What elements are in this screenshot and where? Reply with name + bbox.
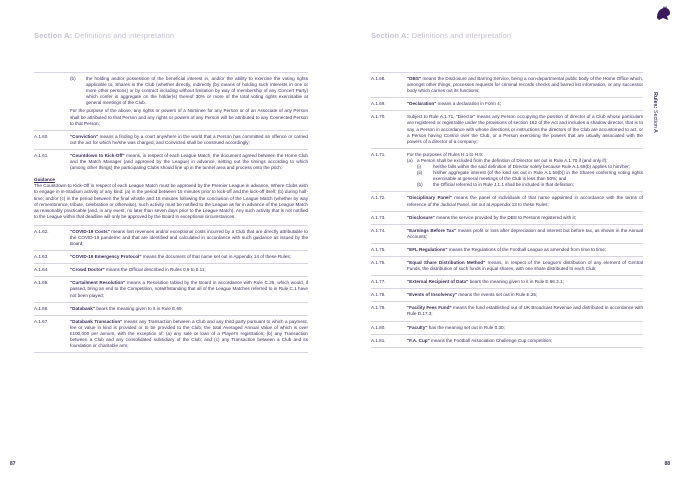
guidance-box	[34, 174, 308, 220]
rule-a-1-70: A.1.70. Subject to Rule A.1.71, "Director" means any Person occupying the position of director of a Club whose particulars are registered or registrable under the provisions of section 162 of the Act and includes a shadow director, that is to say, a Person in accordance with whose directions or instructions the directors of the Club are accustomed to act, or a Person having Control over the Club, or a Person exercising the powers that are usually associated with the powers of a director of a company;	[371, 110, 643, 147]
subclause-a: (a) a Person shall be excluded from the definition of Director set out in Rule A.1.70 if (and only if):	[407, 157, 608, 163]
subclause-b: (b) the Official referred to in Rule J.1.1 shall be included in that definition;	[417, 182, 575, 188]
rule-a-1-77: A.1.77. "External Recipient of Data" bears the meaning given to it in Rule E.66.3.1;	[371, 275, 643, 288]
right-column	[371, 72, 643, 348]
rule-a-1-80: A.1.80. "Faculty" has the meaning set out in Rule 0.30;	[371, 321, 643, 334]
rule-a-1-69: A.1.69. "Declaration" means a declaration in Form 4;	[371, 97, 643, 110]
subclause-a-i: (i) he/she falls within the said definition of Director solely because Rule A.1.59(b) applies to him/her;	[417, 164, 630, 170]
subclause-b: (b) the holding and/or possession of the beneficial interest in, and/or the ability to exercise the voting rights applicable to, Shares in the Club (whether directly, indirectly (by means of holding such interests in one or more other persons) or by contract including without limitation by way of membership of any Concert Party) which confer in aggregate on the holder(s) thereof 30% or more of the total voting rights exercisable at general meetings of the Club.	[70, 76, 308, 106]
rule-a-1-68: A.1.68. "DBS" means the Disclosure and Barring Service, being a non-departmental public body of the Home Office which, amongst other things, processes requests for criminal records checks and barred list information, or any successor body which carries out its functions;	[371, 72, 643, 97]
rule-a-1-71-intro: For the purposes of Rules H.1 to H.9:	[407, 151, 484, 157]
left-page-title: Section A: Definitions and interpretation	[34, 31, 175, 40]
rule-a-1-67: A.1.67. "Databank Transaction" means any Transaction between a Club and any third party pursuant to which a payment, fee or value in kind is provided or to be provided to the Club, the total Averaged Annual Value of which is over £100,000 per annum, with the exception of: (a) any sale or loan of a Player's registration; (b) any Transaction between a Club and any consolidated subsidiary of the Club; and (c) any Transaction between a Club and its foundation or charitable arm;	[34, 315, 308, 353]
rule-a-1-78: A.1.78. "Events of Insolvency" means the events set out in Rule E.25;	[371, 288, 643, 301]
guidance-text: The Countdown to Kick-Off in respect of each League Match must be approved by the Premier League in advance. Where Clubs wish to engage in in-Stadium activity of any kind: (a) in the period between 15 minutes prior to kick-off and the kick-off itself; (b) during half-time; and/or (c) in the period between the final whistle and 15 minutes following the conclusion of the League Match (whether by way of remembrance, tribute, celebration or otherwise), such activity must be notified to the League as far in advance of the League Match as reasonably practicable (and, in any event, no later than seven days prior to the League Match). Any such activity that is not notified to the League within that deadline will only be approved by the Board in exceptional circumstances.	[34, 183, 308, 219]
subclause-a-ii: (ii) his/her aggregate interest (of the kind set out in Rule A.1.59(b)) in the Shares conferring voting rights exercisable at general meetings of the Club is less than 50%; and	[417, 170, 643, 182]
guidance-heading: Guidance	[34, 177, 55, 183]
rule-a-1-66: A.1.66. "Databank" bears the meaning given to it in Rule E.69;	[34, 302, 308, 315]
left-column	[34, 72, 308, 353]
rule-a-1-59-continued	[34, 72, 308, 130]
rule-a-1-73: A.1.73. "Disclosure" means the service provided by the DBS to Persons registered with it;	[371, 211, 643, 224]
rule-a-1-65: A.1.65. "Curtailment Resolution" means a Resolution tabled by the Board in accordance with Rule C.25, which would, if passed, bring an end to the Competition, notwithstanding that all of the League Matches referred to in Rule C.1 have not been played;	[34, 276, 308, 301]
rule-a-1-64: A.1.64. "Crowd Doctor" means the Official described in Rules 0.9 to 0.11;	[34, 263, 308, 276]
right-page-title: Section A: Definitions and interpretation	[371, 31, 512, 40]
rule-a-1-81: A.1.81. "F.A. Cup" means the Football Association Challenge Cup competition;	[371, 334, 643, 348]
rule-a-1-74: A.1.74. "Earnings Before Tax" means profit or loss after depreciation and interest but before tax, as shown in the Annual Accounts;	[371, 224, 643, 243]
rule-a-1-71: A.1.71. For the purposes of Rules H.1 to H.9: (a) a Person shall be excluded from the definition of Director set out in Rule A.1.70 if (and only if): (i) he/she falls within the said definition of Director solely because Rule A.1.59(b) applies to him/her; (ii) his/her aggregate interest (of the kind set out in Rule A.1.59(b)) in the Shares conferring voting rights exercisable at general meetings of the Club is less than 50%; and (b) the Official referred to in Rule J.1.1 shall be included in that definition;	[371, 148, 643, 192]
premier-league-lion-icon	[654, 6, 672, 22]
rule-a-1-72: A.1.72. "Disciplinary Panel" means the panel of individuals of that name appointed in accordance with the terms of reference of the Judicial Panel, set out at Appendix 13 to these Rules;	[371, 191, 643, 210]
side-tab-label: Rules: Section A	[652, 92, 658, 133]
rule-a-1-76: A.1.76. "Equal Share Distribution Method" means, in respect of the League's distribution of any element of Central Funds, the distribution of such funds in equal shares, with one share distributed to each Club;	[371, 256, 643, 275]
page-number-right: 88	[664, 461, 670, 467]
rule-a-1-79: A.1.79. "Facility Fees Fund" means the fund established out of UK Broadcast Revenue and distributed in accordance with Rule D.17.3;	[371, 301, 643, 320]
rule-a-1-62: A.1.62. "COVID-19 Costs" means lost revenues and/or exceptional costs incurred by a Club that are directly attributable to the COVID-19 pandemic and that are identified and calculated in accordance with such guidance as issued by the Board;	[34, 225, 308, 250]
rule-a-1-75: A.1.75. "EFL Regulations" means the Regulations of the Football League as amended from time to time;	[371, 243, 643, 256]
rule-a-1-63: A.1.63. "COVID-19 Emergency Protocol" means the document of that name set out in Appendix 14 of these Rules;	[34, 250, 308, 263]
attribution-paragraph: For the purpose of the above, any rights or powers of a Nominee for any Person or of an Associate of any Person shall be attributed to that Person and any rights or powers of any Person will be attributed to any Connected Person to that Person;	[70, 108, 308, 126]
rule-a-1-61: A.1.61. "Countdown to Kick-Off" means, in respect of each League Match, the document agreed between the Home Club and the Match Manager (and approved by the League) in advance, setting out the timings according to which (among other things) the participating Clubs should line up in the tunnel area and process onto the pitch;	[34, 149, 308, 174]
rule-a-1-60: A.1.60. "Conviction" means a finding by a court anywhere in the world that a Person has committed an offence or carried out the act for which he/she was charged, and Convicted shall be construed accordingly;	[34, 130, 308, 149]
page-number-left: 87	[10, 461, 16, 467]
